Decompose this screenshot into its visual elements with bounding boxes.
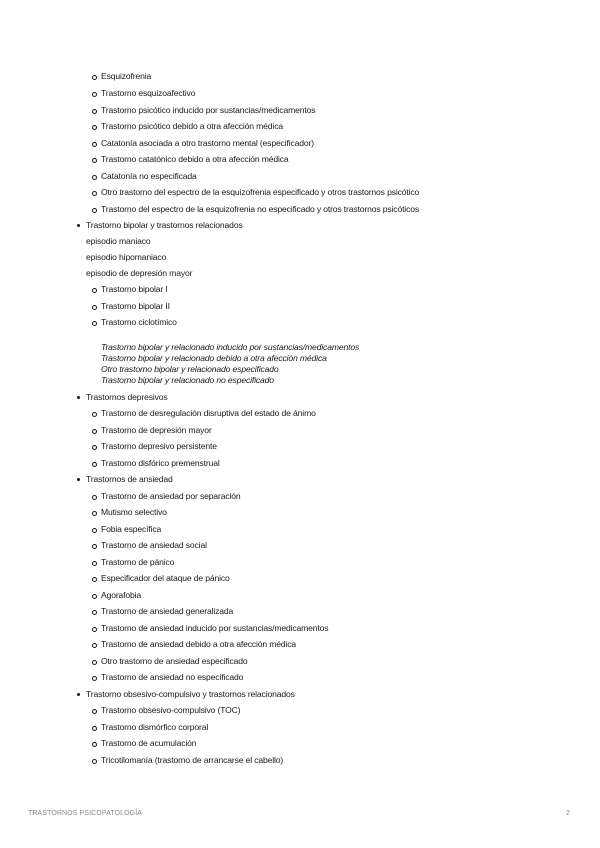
- list-item: Trastorno de ansiedad debido a otra afección médica: [101, 639, 296, 650]
- bullet-icon: [92, 75, 97, 80]
- text-line: episodio hipomaniaco: [86, 252, 167, 262]
- bullet-icon: [92, 544, 97, 549]
- bullet-icon: [92, 109, 97, 114]
- list-item: Trastorno de desregulación disruptiva del estado de ánimo: [101, 408, 316, 419]
- list-item: Trastorno de ansiedad generalizada: [101, 606, 233, 617]
- list-item: Trastorno psicótico debido a otra afección médica: [101, 121, 283, 132]
- list-item: Trastorno de ansiedad inducido por sustancias/medicamentos: [101, 623, 328, 634]
- list-item: Esquizofrenia: [101, 71, 151, 82]
- list-item: Trastorno psicótico inducido por sustancias/medicamentos: [101, 105, 315, 116]
- list-item: Catatonía asociada a otro trastorno mental (especificador): [101, 138, 314, 149]
- bullet-icon: [92, 594, 97, 599]
- bullet-icon: [92, 627, 97, 632]
- list-item: Trastorno ciclotímico: [101, 317, 177, 328]
- bullet-icon: [92, 726, 97, 731]
- list-item: Trastorno disfórico premenstrual: [101, 458, 220, 469]
- list-item: Trastorno del espectro de la esquizofrenia no especificado y otros trastornos psicóticos: [101, 204, 419, 215]
- list-item: Otro trastorno de ansiedad especificado: [101, 656, 248, 667]
- list-item: Trastorno bipolar II: [101, 301, 170, 312]
- list-item: Agorafobia: [101, 590, 141, 601]
- bullet-icon: [92, 429, 97, 434]
- bullet-icon: [92, 511, 97, 516]
- italic-line: Trastorno bipolar y relacionado debido a otra afección médica: [101, 353, 327, 363]
- italic-line: Otro trastorno bipolar y relacionado especificado: [101, 364, 279, 374]
- bullet-icon: [77, 693, 81, 697]
- list-item: Trastorno de ansiedad social: [101, 540, 207, 551]
- list-item: Trastorno de ansiedad por separación: [101, 491, 241, 502]
- bullet-icon: [92, 759, 97, 764]
- list-item: Trastorno de depresión mayor: [101, 425, 212, 436]
- bullet-icon: [92, 175, 97, 180]
- bullet-icon: [92, 125, 97, 130]
- list-item: Trastorno dismórfico corporal: [101, 722, 208, 733]
- footer-title: TRASTORNOS PSICOPATOLOGÍA: [28, 810, 143, 817]
- section-heading: Trastornos de ansiedad: [86, 474, 173, 485]
- bullet-icon: [92, 445, 97, 450]
- list-item: Trastorno catatónico debido a otra afección médica: [101, 154, 289, 165]
- list-item: Trastorno de pánico: [101, 557, 174, 568]
- bullet-icon: [92, 528, 97, 533]
- bullet-icon: [92, 305, 97, 310]
- section-heading: Trastornos depresivos: [86, 392, 168, 403]
- list-item: Especificador del ataque de pánico: [101, 573, 230, 584]
- bullet-icon: [92, 742, 97, 747]
- bullet-icon: [92, 643, 97, 648]
- bullet-icon: [92, 208, 97, 213]
- bullet-icon: [92, 321, 97, 326]
- italic-line: Trastorno bipolar y relacionado inducido por sustancias/medicamentos: [101, 342, 360, 352]
- bullet-icon: [92, 676, 97, 681]
- list-item: Trastorno bipolar I: [101, 284, 168, 295]
- page-number: 2: [566, 810, 570, 817]
- bullet-icon: [92, 660, 97, 665]
- list-item: Trastorno obsesivo-compulsivo (TOC): [101, 705, 240, 716]
- bullet-icon: [92, 462, 97, 467]
- bullet-icon: [92, 610, 97, 615]
- bullet-icon: [92, 288, 97, 293]
- list-item: Mutismo selectivo: [101, 507, 167, 518]
- bullet-icon: [77, 478, 81, 482]
- bullet-icon: [77, 224, 81, 228]
- bullet-icon: [92, 577, 97, 582]
- bullet-icon: [92, 142, 97, 147]
- list-item: Otro trastorno del espectro de la esquizofrenia especificado y otros trastornos psicótico: [101, 187, 419, 198]
- bullet-icon: [92, 158, 97, 163]
- list-item: Fobia específica: [101, 524, 161, 535]
- section-heading: Trastorno obsesivo-compulsivo y trastornos relacionados: [86, 689, 295, 700]
- list-item: Trastorno de ansiedad no especificado: [101, 672, 243, 683]
- text-line: episodio de depresión mayor: [86, 268, 193, 278]
- section-heading: Trastorno bipolar y trastornos relacionados: [86, 220, 243, 231]
- bullet-icon: [92, 92, 97, 97]
- list-item: Trastorno de acumulación: [101, 738, 196, 749]
- italic-line: Trastorno bipolar y relacionado no especificado: [101, 375, 274, 385]
- list-item: Catatonía no especificada: [101, 171, 197, 182]
- bullet-icon: [92, 412, 97, 417]
- list-item: Tricotilomanía (trastorno de arrancarse el cabello): [101, 755, 283, 766]
- bullet-icon: [92, 561, 97, 566]
- list-item: Trastorno esquizoafectivo: [101, 88, 195, 99]
- bullet-icon: [77, 396, 81, 400]
- bullet-icon: [92, 709, 97, 714]
- bullet-icon: [92, 191, 97, 196]
- bullet-icon: [92, 495, 97, 500]
- text-line: episodio maniaco: [86, 236, 151, 246]
- list-item: Trastorno depresivo persistente: [101, 441, 217, 452]
